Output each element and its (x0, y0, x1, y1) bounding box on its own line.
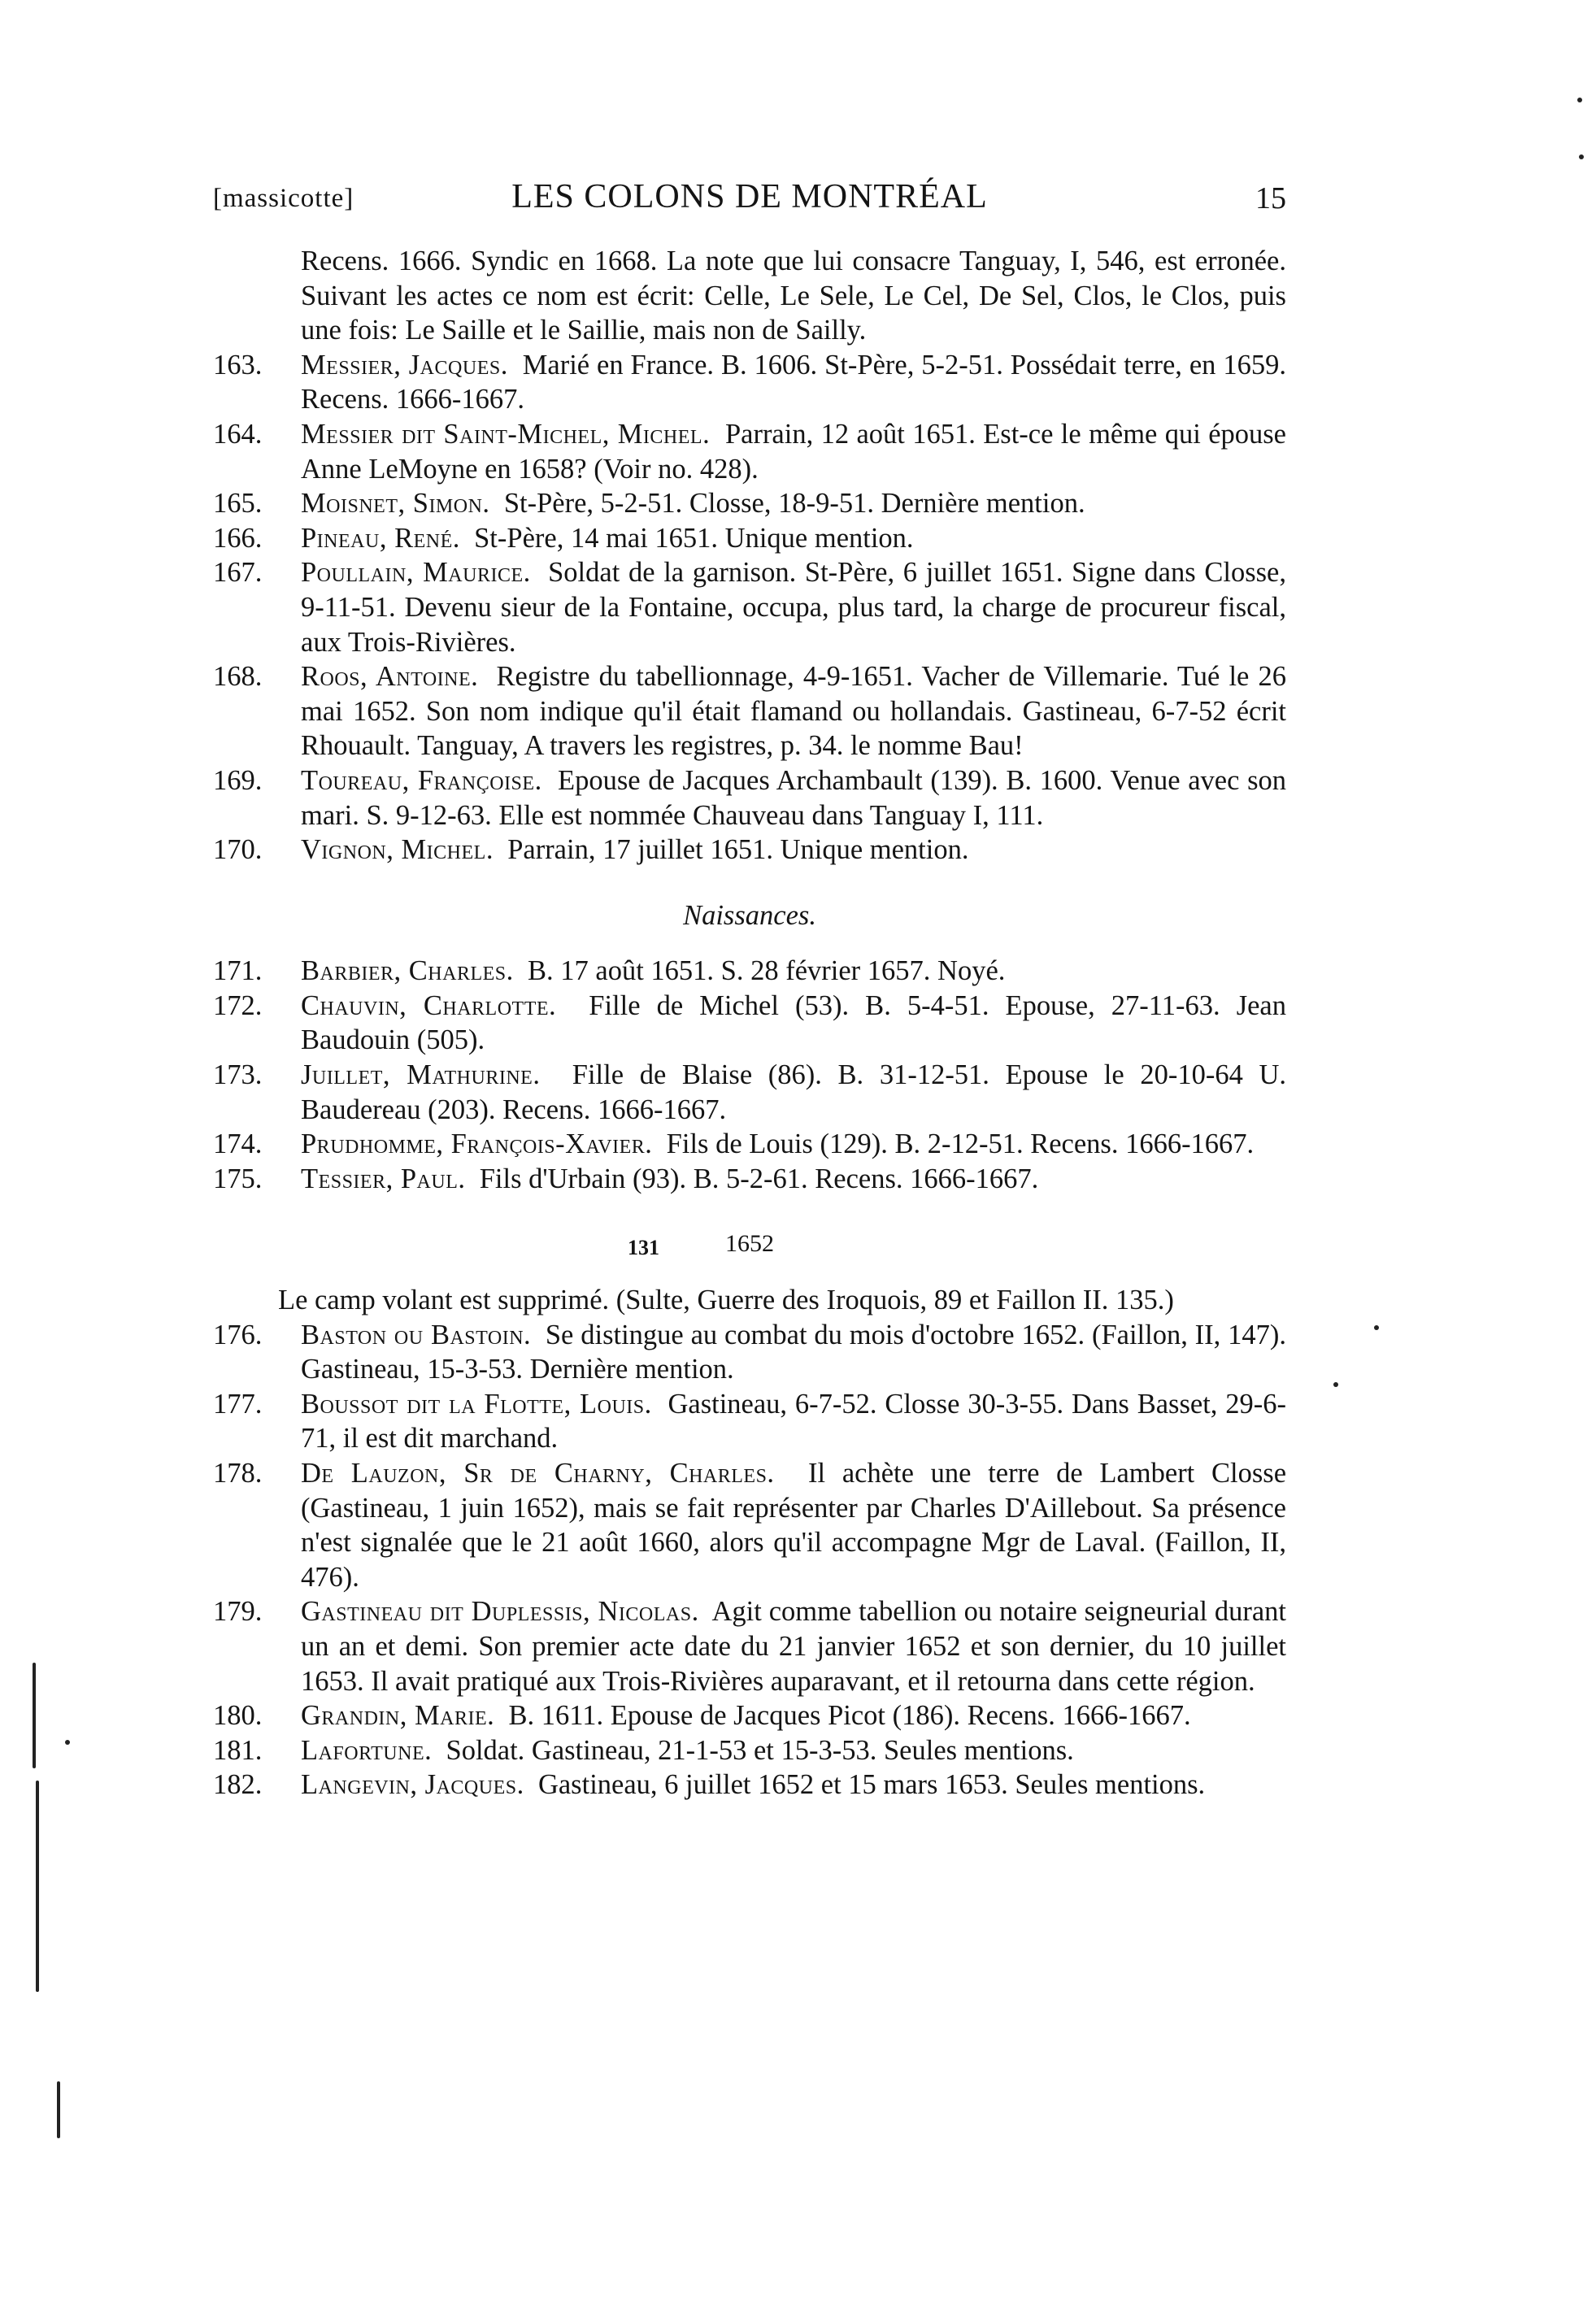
entry-name: Chauvin, Charlotte. (301, 989, 557, 1021)
margin-bar (33, 1663, 36, 1768)
entry-number: 173. (213, 1059, 263, 1091)
entry-text: B. 17 août 1651. S. 28 février 1657. Noyé. (528, 955, 1006, 987)
entry-number: 178. (213, 1458, 263, 1489)
year-intro: Le camp volant est supprimé. (Sulte, Guerre des Iroquois, 89 et Faillon II. 135.) (278, 1285, 1174, 1316)
entry-text: Registre du tabellionnage, 4-9-1651. Vacher de Villemarie. Tué le 26 mai 1652. Son nom indique qu'il était flamand ou hollandais. Gastineau, 6-7-52 écrit Rhouault. Tanguay, A travers les registres, p. 34. le nomme Bau! (301, 661, 1286, 762)
page-number: 15 (1255, 181, 1286, 215)
entry-number: 176. (213, 1319, 263, 1350)
margin-dot (1333, 1382, 1338, 1387)
margin-dot (1577, 98, 1582, 102)
entry-name: Messier dit Saint-Michel, Michel. (301, 418, 711, 450)
entry-name: Juillet, Mathurine. (301, 1059, 541, 1091)
entry-name: Grandin, Marie. (301, 1700, 495, 1732)
opening-paragraph: Recens. 1666. Syndic en 1668. La note que lui consacre Tanguay, I, 546, est erronée. Suivant les actes ce nom est écrit: Celle, Le Sele, Le Cel, De Sel, Clos, le Clos, puis une fois: Le Saille et le Saillie, mais non de Sailly. (301, 246, 1286, 346)
entry-number: 181. (213, 1734, 263, 1766)
running-header (213, 177, 1286, 226)
entry (213, 989, 1286, 1058)
entry (213, 1698, 1286, 1733)
entry-number: 169. (213, 764, 263, 796)
entry-text: Fille de Blaise (86). B. 31-12-51. Epouse le 20-10-64 U. Baudereau (203). Recens. 1666-1667. (301, 1059, 1287, 1125)
entries-list-2 (213, 954, 1286, 1196)
entry (213, 1162, 1286, 1197)
entry-name: Roos, Antoine. (301, 661, 479, 693)
header-author: [massicotte] (213, 184, 354, 213)
entry-name: Lafortune. (301, 1734, 433, 1766)
entry-name: Prudhomme, François-Xavier. (301, 1128, 653, 1160)
page-body (213, 244, 1286, 1802)
entry-number: 180. (213, 1700, 263, 1732)
entry-text: Soldat. Gastineau, 21-1-53 et 15-3-53. Seules mentions. (446, 1734, 1074, 1766)
entry-text: Il achète une terre de Lambert Closse (Gastineau, 1 juin 1652), mais se fait représenter par Charles D'Aillebout. Sa présence n'est signalée que le 21 août 1660, alors qu'il accompagne Mgr de Laval. (Faillon, II, 476). (301, 1458, 1287, 1593)
entry (213, 1594, 1286, 1698)
entry-name: Barbier, Charles. (301, 955, 514, 987)
entries-list-3 (213, 1318, 1286, 1802)
entry-name: Messier, Jacques. (301, 349, 508, 380)
entry-name: Poullain, Maurice. (301, 557, 531, 589)
entry-number: 179. (213, 1596, 263, 1628)
entry (213, 954, 1286, 989)
margin-dot (1579, 154, 1584, 159)
entry-text: St-Père, 5-2-51. Closse, 18-9-51. Dernière mention. (503, 488, 1085, 520)
entry-number: 163. (213, 349, 263, 380)
entry (213, 1733, 1286, 1768)
entry-text: Gastineau, 6 juillet 1652 et 15 mars 1653. Seules mentions. (537, 1769, 1206, 1801)
entry-name: Pineau, René. (301, 522, 460, 554)
entry-number: 170. (213, 834, 263, 866)
section-naissances: Naissances. (683, 899, 816, 931)
entry (213, 348, 1286, 417)
margin-dot (1374, 1325, 1379, 1330)
header-title: LES COLONS DE MONTRÉAL (511, 178, 988, 215)
entry-number: 165. (213, 488, 263, 520)
entry-text: Soldat de la garnison. St-Père, 6 juillet 1651. Signe dans Closse, 9-11-51. Devenu sieur de la Fontaine, occupa, plus tard, la charge de procureur fiscal, aux Trois-Rivières. (301, 557, 1286, 658)
entry-text: Fils d'Urbain (93). B. 5-2-61. Recens. 1666-1667. (479, 1163, 1039, 1194)
entry-text: Fils de Louis (129). B. 2-12-51. Recens. 1666-1667. (666, 1128, 1255, 1160)
entry-number: 164. (213, 418, 263, 450)
entry-name: Gastineau dit Duplessis, Nicolas. (301, 1596, 699, 1628)
entry (213, 1127, 1286, 1162)
entry (213, 1387, 1286, 1456)
entry-text: Parrain, 17 juillet 1651. Unique mention. (507, 834, 969, 866)
entry (213, 486, 1286, 521)
entry (213, 763, 1286, 833)
margin-bar (57, 2081, 60, 2138)
entry-text: Gastineau, 6-7-52. Closse 30-3-55. Dans Basset, 29-6-71, il est dit marchand. (301, 1388, 1287, 1455)
entry-name: Toureau, Françoise. (301, 764, 542, 796)
entry (213, 417, 1286, 486)
entry-number: 172. (213, 989, 263, 1021)
entry (213, 521, 1286, 556)
entry-text: Marié en France. B. 1606. St-Père, 5-2-51. Possédait terre, en 1659. Recens. 1666-1667. (301, 349, 1286, 415)
entry (213, 1768, 1286, 1802)
margin-dot (65, 1740, 70, 1745)
entries-list-1 (213, 348, 1286, 868)
entry-name: Moisnet, Simon. (301, 488, 490, 520)
entry (213, 1456, 1286, 1594)
entry-text: St-Père, 14 mai 1651. Unique mention. (474, 522, 914, 554)
entry-text: Fille de Michel (53). B. 5-4-51. Epouse, 27-11-63. Jean Baudouin (505). (301, 989, 1286, 1056)
entry-text: Se distingue au combat du mois d'octobre 1652. (Faillon, II, 147). Gastineau, 15-3-53. Dernière mention. (301, 1319, 1286, 1385)
entry (213, 1058, 1286, 1127)
entry-number: 167. (213, 557, 263, 589)
section-year: 1652 (725, 1230, 774, 1258)
entry-name: Boussot dit la Flotte, Louis. (301, 1388, 652, 1420)
entry-number: 174. (213, 1128, 263, 1160)
handwritten-annotation: 131 (628, 1236, 659, 1259)
entry-name: Baston ou Bastoin. (301, 1319, 532, 1350)
entry (213, 659, 1286, 763)
entry-text: B. 1611. Epouse de Jacques Picot (186). Recens. 1666-1667. (508, 1700, 1191, 1732)
entry-name: Tessier, Paul. (301, 1163, 466, 1194)
entry-number: 166. (213, 522, 263, 554)
entry-text: Agit comme tabellion ou notaire seigneurial durant un an et demi. Son premier acte date du 21 janvier 1652 et son dernier, du 10 juillet 1653. Il avait pratiqué aux Trois-Rivières auparavant, et il retourna dans cette région. (301, 1596, 1286, 1697)
entry-number: 171. (213, 955, 263, 987)
entry-number: 182. (213, 1769, 263, 1801)
entry-number: 168. (213, 661, 263, 693)
margin-bar (36, 1781, 39, 1992)
entry-text: Parrain, 12 août 1651. Est-ce le même qui épouse Anne LeMoyne en 1658? (Voir no. 428). (301, 418, 1286, 485)
entry-name: De Lauzon, Sr de Charny, Charles. (301, 1458, 775, 1489)
entry-name: Vignon, Michel. (301, 834, 494, 866)
entry-text: Epouse de Jacques Archambault (139). B. 1600. Venue avec son mari. S. 9-12-63. Elle est nommée Chauveau dans Tanguay I, 111. (301, 764, 1287, 831)
entry (213, 1318, 1286, 1387)
entry-name: Langevin, Jacques. (301, 1769, 524, 1801)
entry-number: 177. (213, 1388, 263, 1420)
entry (213, 833, 1286, 868)
entry (213, 555, 1286, 659)
entry-number: 175. (213, 1163, 263, 1194)
